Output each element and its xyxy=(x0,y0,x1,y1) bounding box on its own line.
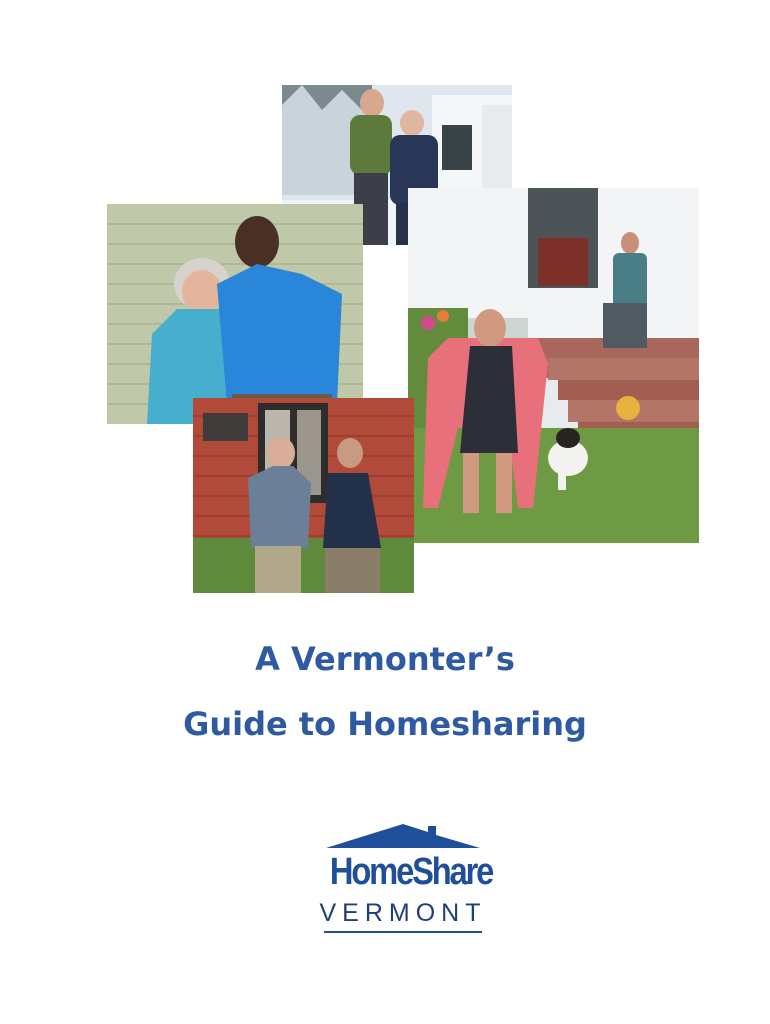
logo-name: HomeShare xyxy=(329,851,493,893)
photo-porch-chair-dog xyxy=(408,188,699,543)
cover-title-line-1: A Vermonter’s xyxy=(255,640,515,678)
logo-underline xyxy=(324,931,482,933)
cover-title-line-2: Guide to Homesharing xyxy=(183,705,587,743)
photo-siding-couple xyxy=(107,204,363,424)
logo-subtitle: VERMONT xyxy=(319,899,487,927)
house-roof-icon xyxy=(318,820,488,850)
homeshare-vermont-logo xyxy=(318,820,493,940)
photo-barn-pair xyxy=(193,398,414,593)
